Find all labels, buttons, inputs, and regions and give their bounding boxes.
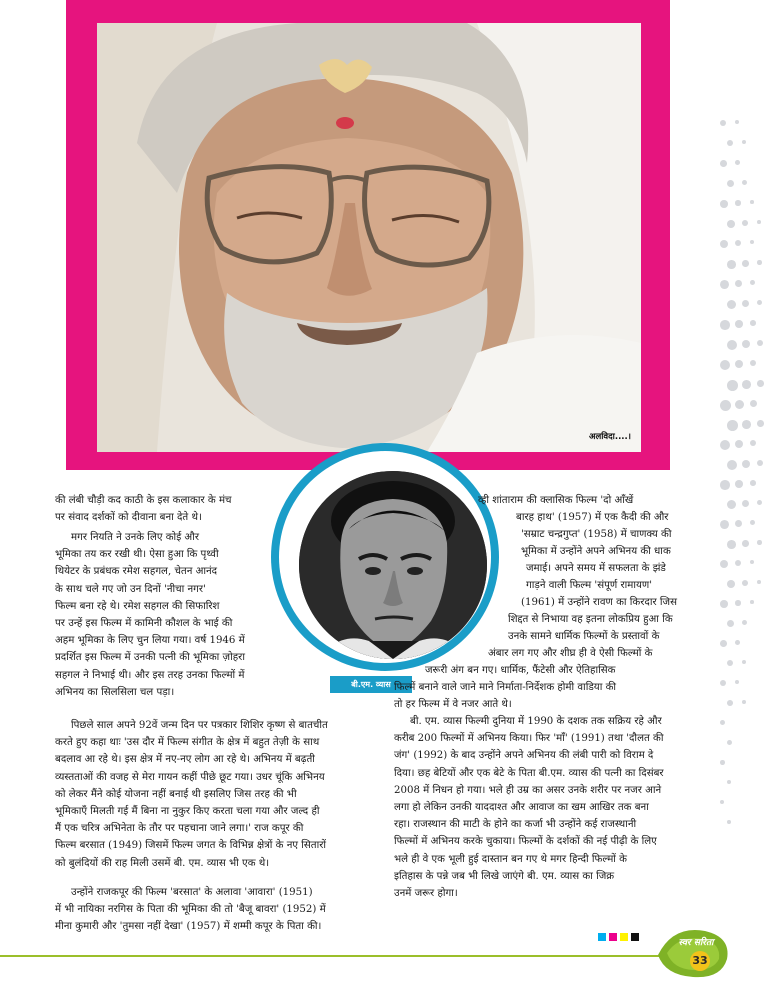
text-line: मीना कुमारी और 'तुमसा नहीं देखा' (1957) में शम्मी कपूर के पिता की। xyxy=(55,921,322,933)
decorative-dot xyxy=(742,220,748,226)
decorative-dot xyxy=(720,640,727,647)
text-line: पर उन्हें इस फिल्म में कामिनी कौशल के भाई की xyxy=(55,618,233,630)
decorative-dot xyxy=(727,260,736,269)
footer-rule xyxy=(0,955,690,957)
text-line: रहा। राजस्थान की माटी के होने का कर्जा भी उन्होंने कई राजस्थानी xyxy=(394,819,637,831)
left-para-2 xyxy=(55,529,273,701)
text-line: शिद्दत से निभाया वह इतना लोकप्रिय हुआ कि xyxy=(508,614,673,625)
photo-frame xyxy=(66,0,670,470)
decorative-dot xyxy=(750,480,756,486)
decorative-dot xyxy=(750,320,756,326)
left-para-4 xyxy=(55,884,360,936)
decorative-dot xyxy=(720,560,728,568)
text-line: अंबार लग गए और शीघ्र ही वे ऐसी फिल्मों के xyxy=(488,648,653,659)
decorative-dot xyxy=(720,680,726,686)
decorative-dot xyxy=(720,520,729,529)
text-line: सहगल ने निभाई थी। और इस तरह उनका फिल्मों में xyxy=(55,669,245,681)
text-line: पर संवाद दर्शकों को दीवाना बना देते थे। xyxy=(55,512,202,524)
decorative-dot xyxy=(742,660,746,664)
text-line: मगर नियति ने उनके लिए कोई और xyxy=(71,532,200,543)
text-line: बारह हाथ' (1957) में एक कैदी की और xyxy=(516,512,669,523)
left-para-1 xyxy=(55,492,275,526)
portrait-illustration xyxy=(299,471,487,659)
decorative-dot xyxy=(727,540,736,549)
decorative-dot xyxy=(720,720,725,725)
decorative-dot xyxy=(742,340,750,348)
decorative-dot xyxy=(757,340,763,346)
text-line: व्ही शांताराम की क्लासिक फिल्म 'दो आँखें xyxy=(478,495,634,506)
text-line: प्रदर्शित इस फिल्म में उनकी पत्नी की भूमिका ज़ोहरा xyxy=(55,652,245,664)
decorative-dot xyxy=(720,120,726,126)
text-line: तो हर फिल्म में वे नजर आते थे। xyxy=(394,699,512,711)
decorative-dots xyxy=(712,120,765,989)
right-para-1a xyxy=(478,492,706,509)
decorative-dot xyxy=(735,600,741,606)
decorative-dot xyxy=(727,460,737,470)
decorative-dot xyxy=(727,300,736,309)
magenta-swatch xyxy=(609,933,617,941)
decorative-dot xyxy=(727,180,734,187)
decorative-dot xyxy=(727,700,733,706)
decorative-dot xyxy=(735,320,743,328)
page-number: 33 xyxy=(690,951,710,971)
decorative-dot xyxy=(757,220,761,224)
text-line: इतिहास के पन्ने जब भी लिखे जाएंगे बी. एम. व्यास का जिक्र xyxy=(394,870,615,882)
right-para-1f xyxy=(508,611,706,645)
brand-name: स्वर सरिता xyxy=(678,938,714,948)
text-line: फिल्मों में अभिनय करके चुकाया। फिल्मों के दर्शकों की नई पीढ़ी के लिए xyxy=(394,836,657,848)
text-line: जरूरी अंग बन गए। धार्मिक, फैंटेसी और ऐतिहासिक xyxy=(425,665,616,676)
text-line: उनमें जरूर होगा। xyxy=(394,888,458,900)
decorative-dot xyxy=(757,300,762,305)
decorative-dot xyxy=(727,500,736,509)
text-line: बदलाव आ रहे थे। इस क्षेत्र में नए-नए लोग आ रहे थे। अभिनय में बढ़ती xyxy=(55,754,315,766)
decorative-dot xyxy=(757,420,764,427)
decorative-dot xyxy=(757,580,761,584)
text-line: भूमिकाएँ मिलती गई मैं बिना ना नुकुर किए करता चला गया और जल्द ही xyxy=(55,806,320,818)
cyan-swatch xyxy=(598,933,606,941)
decorative-dot xyxy=(735,520,742,527)
decorative-dot xyxy=(727,380,738,391)
text-line: उन्होंने राजकपूर की फिल्म 'बरसात' के अलावा 'आवारा' (1951) xyxy=(71,887,313,898)
portrait-ring xyxy=(279,451,491,663)
yellow-swatch xyxy=(620,933,628,941)
decorative-dot xyxy=(750,240,754,244)
decorative-dot xyxy=(750,280,755,285)
decorative-dot xyxy=(720,280,729,289)
decorative-dot xyxy=(735,400,744,409)
decorative-dot xyxy=(750,200,754,204)
right-para-1d xyxy=(526,560,706,594)
decorative-dot xyxy=(750,520,755,525)
decorative-dot xyxy=(742,700,746,704)
decorative-dot xyxy=(757,460,763,466)
decorative-dot xyxy=(727,660,733,666)
decorative-dot xyxy=(742,420,751,429)
decorative-dot xyxy=(727,140,733,146)
decorative-dot xyxy=(727,420,738,431)
decorative-dot xyxy=(742,180,747,185)
decorative-dot xyxy=(735,640,740,645)
decorative-dot xyxy=(750,440,756,446)
decorative-dot xyxy=(720,760,725,765)
main-photo xyxy=(97,23,641,452)
decorative-dot xyxy=(750,360,756,366)
text-line: पिछले साल अपने 92वें जन्म दिन पर पत्रकार शिशिर कृष्ण से बातचीत xyxy=(71,720,328,731)
text-line: को बुलंदियों की राह मिली उसमें बी. एम. व्यास भी एक थे। xyxy=(55,857,270,869)
text-line: गाड़ने वाली फिल्म 'संपूर्ण रामायण' xyxy=(526,580,653,592)
decorative-dot xyxy=(720,160,727,167)
text-line: को लेकर मैंने कोई योजना नहीं बनाई थी इसलिए जिस तरह की भी xyxy=(55,788,297,800)
decorative-dot xyxy=(727,580,735,588)
text-line: व्यस्तताओं की वजह से मेरा गायन कहीं पीछे छूट गया। उधर चूंकि अभिनय xyxy=(55,771,325,783)
text-line: उनके सामने धार्मिक फिल्मों के प्रस्तावों के xyxy=(508,631,660,643)
decorative-dot xyxy=(735,680,739,684)
decorative-dot xyxy=(720,320,730,330)
decorative-dot xyxy=(720,240,728,248)
text-line: अभिनय का सिलसिला चल पड़ा। xyxy=(55,686,175,698)
right-para-1g xyxy=(488,645,706,662)
text-line: भले ही वे एक भूली हुई दास्तान बन गए थे मगर हिन्दी फिल्मों के xyxy=(394,853,627,865)
text-line: जमाई। अपने समय में सफलता के झंडे xyxy=(526,563,666,574)
decorative-dot xyxy=(735,560,741,566)
text-line: की लंबी चौड़ी कद काठी के इस कलाकार के मंच xyxy=(55,495,232,506)
text-line: (1961) में उन्होंने रावण का किरदार जिस xyxy=(521,597,677,608)
right-para-1i xyxy=(394,679,706,713)
decorative-dot xyxy=(742,580,748,586)
decorative-dot xyxy=(742,460,750,468)
decorative-dot xyxy=(742,140,746,144)
portrait-circle xyxy=(271,443,499,671)
text-line: लगा हो लेकिन उनकी याददाश्त और आवाज का खम आखिर तक बना xyxy=(394,802,649,814)
right-para-1b xyxy=(516,509,706,526)
color-registration-marks xyxy=(598,933,639,941)
decorative-dot xyxy=(735,480,743,488)
decorative-dot xyxy=(742,540,749,547)
text-line: करते हुए कहा थाः 'उस दौर में फिल्म संगीत के क्षेत्र में बहुत तेज़ी के साथ xyxy=(55,737,320,749)
decorative-dot xyxy=(720,440,730,450)
portrait-label: बी.एम. व्यास xyxy=(330,676,412,693)
decorative-dot xyxy=(720,480,730,490)
decorative-dot xyxy=(742,620,747,625)
text-line: करीब 200 फिल्मों में अभिनय किया। फिर 'माँ' (1991) तथा 'दौलत की xyxy=(394,733,664,745)
decorative-dot xyxy=(727,740,732,745)
decorative-dot xyxy=(742,260,749,267)
decorative-dot xyxy=(735,160,740,165)
right-para-2 xyxy=(394,713,706,902)
decorative-dot xyxy=(735,360,743,368)
decorative-dot xyxy=(742,500,749,507)
decorative-dot xyxy=(750,600,754,604)
text-line: के साथ चले गए जो उन दिनों 'नीचा नगर' xyxy=(55,583,206,595)
decorative-dot xyxy=(727,820,731,824)
decorative-dot xyxy=(735,280,742,287)
decorative-dot xyxy=(757,500,762,505)
text-line: भूमिका में उन्होंने अपने अभिनय की धाक xyxy=(521,546,671,558)
text-line: भूमिका तय कर रखी थी। ऐसा हुआ कि पृथ्वी xyxy=(55,549,219,561)
text-line: फिल्म बना रहे थे। रमेश सहगल की सिफारिश xyxy=(55,600,220,612)
decorative-dot xyxy=(720,360,730,370)
text-line: फिल्में बनाने वाले जाने माने निर्माता-निर्देशक होमी वाडिया की xyxy=(394,682,617,693)
text-line: में भी नायिका नरगिस के पिता की भूमिका की तो 'बैजू बावरा' (1952) में xyxy=(55,904,326,916)
photo-caption: अलविदा....। xyxy=(588,432,631,442)
decorative-dot xyxy=(735,240,741,246)
text-line: 2008 में निधन हो गया। भले ही उम्र का असर उनके शरीर पर नजर आने xyxy=(394,784,662,796)
text-line: जंग' (1992) के बाद उन्होंने अपने अभिनय की लंबी पारी को विराम दे xyxy=(394,750,654,762)
text-line: दिया। छह बेटियों और एक बेटे के पिता बी.एम. व्यास की पत्नी का दिसंबर xyxy=(394,767,664,779)
decorative-dot xyxy=(735,200,741,206)
right-para-1e xyxy=(521,594,706,611)
decorative-dot xyxy=(757,380,764,387)
decorative-dot xyxy=(750,400,757,407)
portrait-image xyxy=(299,471,487,659)
decorative-dot xyxy=(727,220,735,228)
decorative-dot xyxy=(720,800,724,804)
decorative-dot xyxy=(727,620,734,627)
decorative-dot xyxy=(735,440,743,448)
decorative-dot xyxy=(742,300,749,307)
text-line: मैं एक चरित्र अभिनेता के तौर पर पहचाना जाने लगा।' राज कपूर की xyxy=(55,823,304,835)
decorative-dot xyxy=(750,560,754,564)
right-para-1h xyxy=(425,662,706,679)
text-line: 'सम्राट चन्द्रगुप्त' (1958) में चाणक्य की xyxy=(521,529,672,540)
right-para-1c xyxy=(521,526,706,560)
decorative-dot xyxy=(735,120,739,124)
decorative-dot xyxy=(727,340,737,350)
decorative-dot xyxy=(720,200,728,208)
decorative-dot xyxy=(757,540,762,545)
portrait-photo-illustration xyxy=(97,23,641,452)
black-swatch xyxy=(631,933,639,941)
text-line: अहम भूमिका के लिए चुन लिया गया। वर्ष 1946 में xyxy=(55,635,245,647)
decorative-dot xyxy=(727,780,731,784)
text-line: फिल्म बरसात (1949) जिसमें फिल्म जगत के विभिन्न क्षेत्रों के नए सितारों xyxy=(55,840,327,852)
text-line: बी. एम. व्यास फिल्मी दुनिया में 1990 के दशक तक सक्रिय रहे और xyxy=(410,716,662,727)
decorative-dot xyxy=(742,380,751,389)
left-para-3 xyxy=(55,717,360,872)
decorative-dot xyxy=(720,400,731,411)
decorative-dot xyxy=(720,600,728,608)
decorative-dot xyxy=(757,260,762,265)
text-line: थियेटर के प्रबंधक रमेश सहगल, चेतन आनंद xyxy=(55,566,218,578)
